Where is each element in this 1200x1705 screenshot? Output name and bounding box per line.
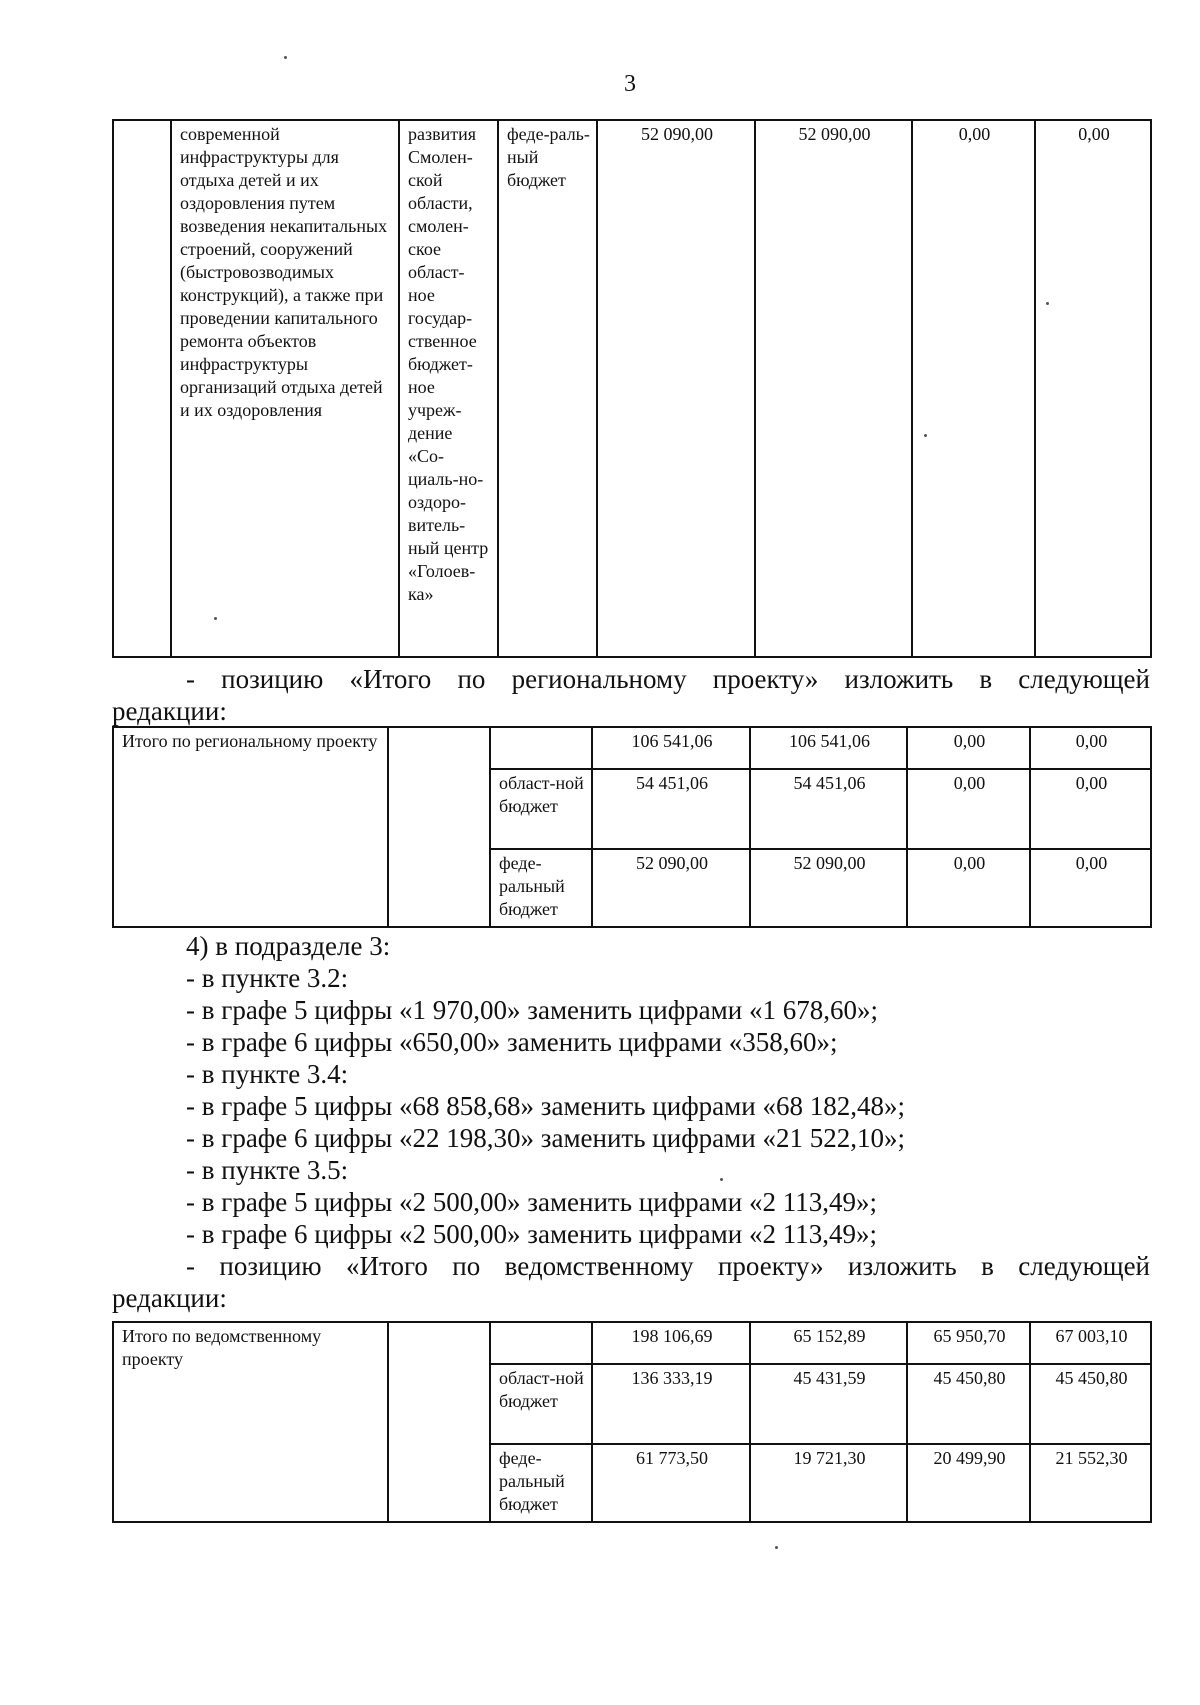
- source-cell: феде-ральный бюджет: [490, 1444, 592, 1522]
- year1-cell: 52 090,00: [755, 120, 912, 657]
- amendment-line: - в графе 5 цифры «68 858,68» заменить цифрами «68 182,48»;: [186, 1091, 905, 1121]
- departmental-total-table: [112, 1321, 1152, 1523]
- total-cell: 136 333,19: [592, 1364, 750, 1444]
- amendment-list: [112, 930, 1150, 1314]
- amendment-line: - в графе 6 цифры «650,00» заменить цифрами «358,60»;: [186, 1027, 838, 1057]
- year1-cell: 45 431,59: [750, 1364, 907, 1444]
- total-cell: 52 090,00: [597, 120, 755, 657]
- total-cell: 106 541,06: [592, 727, 750, 769]
- year2-cell: 45 450,80: [907, 1364, 1030, 1444]
- year3-cell: 0,00: [1030, 849, 1151, 927]
- amendment-line: - в графе 6 цифры «2 500,00» заменить цифрами «2 113,49»;: [186, 1219, 877, 1249]
- amendment-line: - в графе 5 цифры «1 970,00» заменить цифрами «1 678,60»;: [186, 995, 878, 1025]
- scan-speck: [775, 1546, 778, 1549]
- year1-cell: 54 451,06: [750, 769, 907, 849]
- scan-speck: [284, 56, 287, 59]
- table-row: [113, 1322, 1151, 1364]
- total-cell: 198 106,69: [592, 1322, 750, 1364]
- label-cell: Итого по региональному проекту: [113, 727, 388, 927]
- executor-cell: [388, 1322, 490, 1522]
- amendment-line: - в пункте 3.5:: [186, 1155, 349, 1185]
- table-row: [113, 727, 1151, 769]
- year1-cell: 106 541,06: [750, 727, 907, 769]
- year3-cell: 0,00: [1035, 120, 1151, 657]
- year3-cell: 67 003,10: [1030, 1322, 1151, 1364]
- year3-cell: 0,00: [1030, 727, 1151, 769]
- year2-cell: 0,00: [907, 849, 1030, 927]
- label-cell: Итого по ведомственному проекту: [113, 1322, 388, 1522]
- source-cell: феде-ральный бюджет: [490, 849, 592, 927]
- table-row: [113, 120, 1151, 657]
- year2-cell: 0,00: [912, 120, 1035, 657]
- total-cell: 61 773,50: [592, 1444, 750, 1522]
- year2-cell: 20 499,90: [907, 1444, 1030, 1522]
- amendment-line: - в пункте 3.2:: [186, 963, 349, 993]
- executor-cell: [388, 727, 490, 927]
- year3-cell: 45 450,80: [1030, 1364, 1151, 1444]
- year1-cell: 19 721,30: [750, 1444, 907, 1522]
- year2-cell: 0,00: [907, 727, 1030, 769]
- total-cell: 52 090,00: [592, 849, 750, 927]
- source-cell: феде-раль-ный бюджет: [498, 120, 597, 657]
- paragraph-regional: [112, 663, 1150, 727]
- scan-speck: [214, 617, 217, 620]
- number-cell: [113, 120, 171, 657]
- total-cell: 54 451,06: [592, 769, 750, 849]
- scan-speck: [924, 434, 927, 437]
- year3-cell: 21 552,30: [1030, 1444, 1151, 1522]
- year1-cell: 52 090,00: [750, 849, 907, 927]
- page-number: 3: [624, 71, 636, 97]
- amendment-line: - в пункте 3.4:: [186, 1059, 349, 1089]
- year2-cell: 0,00: [907, 769, 1030, 849]
- amendment-line: - в графе 5 цифры «2 500,00» заменить цифрами «2 113,49»;: [186, 1187, 877, 1217]
- paragraph-continuation: редакции:: [112, 1283, 227, 1313]
- year2-cell: 65 950,70: [907, 1322, 1030, 1364]
- source-cell: [490, 1322, 592, 1364]
- amendment-line: - в графе 6 цифры «22 198,30» заменить цифрами «21 522,10»;: [186, 1123, 905, 1153]
- regional-total-table: [112, 726, 1152, 928]
- continuation-table: [112, 119, 1152, 658]
- source-cell: област-ной бюджет: [490, 769, 592, 849]
- amendment-line: 4) в подразделе 3:: [186, 931, 391, 961]
- executor-cell: развития Смолен-ской области, смолен-ское област-ное государ-ственное бюджет-ное учреж-дение «Со-циаль-но-оздоро-витель-ный центр «Голоев-ка»: [399, 120, 498, 657]
- scan-speck: [1046, 302, 1049, 305]
- source-cell: [490, 727, 592, 769]
- year1-cell: 65 152,89: [750, 1322, 907, 1364]
- paragraph-line: - позицию «Итого по региональному проекту» изложить в следующей: [186, 664, 1150, 694]
- source-cell: област-ной бюджет: [490, 1364, 592, 1444]
- scan-speck: [720, 1178, 723, 1181]
- year3-cell: 0,00: [1030, 769, 1151, 849]
- description-cell: современной инфраструктуры для отдыха детей и их оздоровления путем возведения некапитальных строений, сооружений (быстровозводимых конструкций), а также при проведении капитального ремонта объектов инфраструктуры организаций отдыха детей и их оздоровления: [171, 120, 399, 657]
- paragraph-line: - позицию «Итого по ведомственному проекту» изложить в следующей: [186, 1251, 1150, 1281]
- paragraph-continuation: редакции:: [112, 696, 227, 726]
